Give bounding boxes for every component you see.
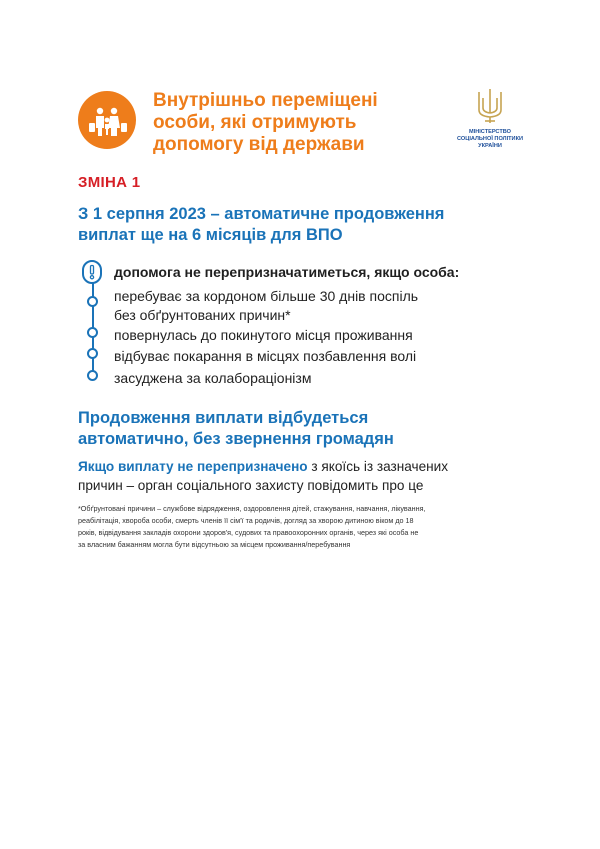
notice-line: [78, 457, 528, 476]
footnote-line: років, відвідування закладів охорони здоров'я, судових та правоохоронних органів, через які особа не: [78, 528, 419, 537]
condition-item: без обґрунтованих причин*: [114, 307, 291, 323]
subheadline-line: автоматично, без звернення громадян: [78, 430, 394, 448]
header-title: [153, 90, 423, 156]
footnote-line: за власним бажанням могла бути відсутньою за місцем проживання/перебування: [78, 540, 351, 549]
subheadline: [78, 408, 518, 450]
header-title-line: Внутрішньо переміщені: [153, 90, 378, 111]
footnote-line: реабілітація, хвороба особи, смерть членів її сім'ї та родичів, догляд за хворою дитиною віком до 18: [78, 516, 414, 525]
exclamation-icon: [82, 260, 102, 284]
timeline-dot: [87, 327, 98, 338]
condition-item: засуджена за колабораціонізм: [114, 370, 312, 386]
change-label: ЗМІНА 1: [78, 174, 141, 191]
header-title-line: допомогу від держави: [153, 134, 365, 155]
conditions-heading: допомога не перепризначатиметься, якщо особа:: [114, 264, 460, 280]
timeline-dot: [87, 348, 98, 359]
notice-line: причин – орган соціального захисту повідомить про це: [78, 478, 424, 493]
timeline-dot: [87, 370, 98, 381]
notice: [78, 457, 528, 495]
condition-item: повернулась до покинутого місця проживання: [114, 327, 413, 343]
ministry-name-line: СОЦІАЛЬНОЇ ПОЛІТИКИ: [456, 136, 524, 142]
condition-item: перебуває за кордоном більше 30 днів поспіль: [114, 288, 419, 304]
headline-line: виплат ще на 6 місяців для ВПО: [78, 226, 343, 244]
ministry-name-line: МІНІСТЕРСТВО: [468, 129, 511, 135]
ministry-name: [447, 129, 533, 150]
family-icon: [78, 91, 136, 149]
header-title-line: особи, які отримують: [153, 112, 357, 133]
headline: [78, 204, 518, 246]
footnote-line: *Обґрунтовані причини – службове відрядження, оздоровлення дітей, стажування, навчання, лікування,: [78, 504, 426, 513]
trident-icon: [474, 86, 506, 126]
timeline-dot: [87, 296, 98, 307]
ministry-name-line: УКРАЇНИ: [478, 143, 502, 149]
condition-item: відбуває покарання в місцях позбавлення волі: [114, 348, 417, 364]
notice-text: з якоїсь із зазначених: [307, 459, 449, 474]
footnote: [78, 503, 528, 551]
subheadline-line: Продовження виплати відбудеться: [78, 409, 369, 427]
headline-line: З 1 серпня 2023 – автоматичне продовження: [78, 205, 445, 223]
notice-highlight: Якщо виплату не перепризначено: [78, 459, 308, 474]
